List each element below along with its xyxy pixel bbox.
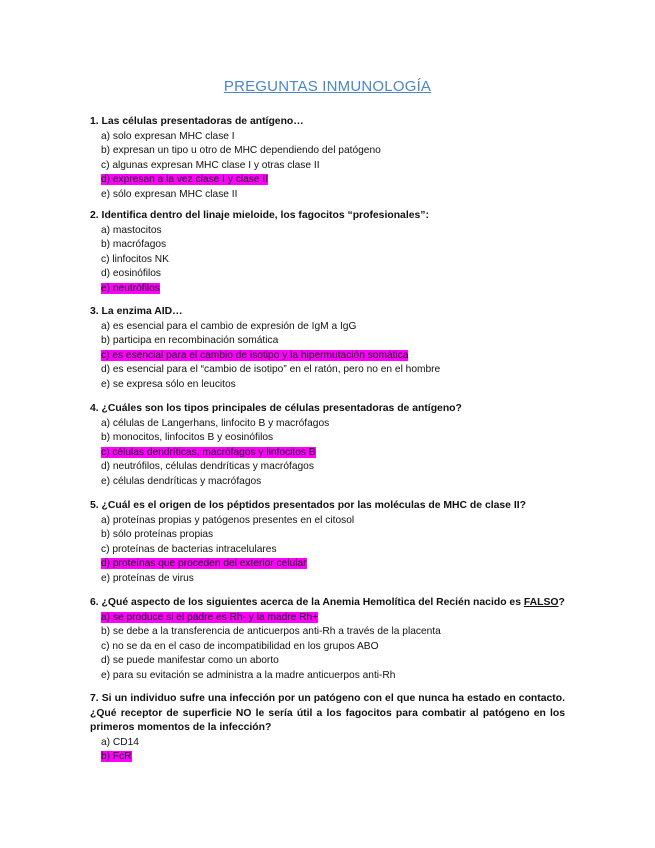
option-e: e) células dendríticas y macrófagos <box>101 475 262 487</box>
option-b: b) macrófagos <box>101 239 167 251</box>
option-list <box>101 320 565 393</box>
option-e: e) proteínas de virus <box>101 572 194 584</box>
option-d-highlighted: d) expresan a la vez clase I y clase II <box>101 174 269 186</box>
option-c-highlighted: c) es esencial para el cambio de isotipo y la hipermutación somática <box>101 349 409 361</box>
question-heading: 4. ¿Cuáles son los tipos principales de células presentadoras de antígeno? <box>90 403 462 414</box>
option-list <box>101 130 565 203</box>
option-list <box>101 611 565 684</box>
option-c: c) no se da en el caso de incompatibilidad en los grupos ABO <box>101 640 379 652</box>
question-heading: 7. Si un individuo sufre una infección por un patógeno con el que nunca ha estado en contacto. ¿Qué receptor de superficie NO le sería útil a los fagocitos para combatir al patógeno en los primeros momentos de la infección? <box>90 693 565 733</box>
question-7 <box>90 692 565 765</box>
question-heading: 5. ¿Cuál es el origen de los péptidos presentados por las moléculas de MHC de clase II? <box>90 500 526 511</box>
option-c-highlighted: c) células dendríticas, macrófagos y linfocitos B <box>101 446 316 458</box>
option-list <box>101 736 565 765</box>
option-e: e) se expresa sólo en leucitos <box>101 378 236 390</box>
option-a: a) células de Langerhans, linfocito B y macrófagos <box>101 417 330 429</box>
option-b: b) sólo proteínas propias <box>101 529 214 541</box>
option-list <box>101 417 565 490</box>
option-a: a) CD14 <box>101 736 139 748</box>
question-5 <box>90 499 565 586</box>
option-c: c) proteínas de bacterias intracelulares <box>101 543 277 555</box>
question-1 <box>90 115 565 202</box>
option-a: a) proteínas propias y patógenos presentes en el citosol <box>101 514 355 526</box>
option-a-highlighted: a) se produce si el padre es Rh- y la madre Rh+ <box>101 611 319 623</box>
emphasis-falso: FALSO <box>523 597 559 608</box>
question-heading: 1. Las células presentadoras de antígeno… <box>90 116 304 127</box>
question-6 <box>90 596 565 683</box>
question-heading: 2. Identifica dentro del linaje mieloide, los fagocitos “profesionales”: <box>90 210 429 221</box>
option-d: d) se puede manifestar como un aborto <box>101 655 279 667</box>
option-list <box>101 514 565 587</box>
document-title: PREGUNTAS INMUNOLOGÍA <box>223 78 432 95</box>
option-e: e) sólo expresan MHC clase II <box>101 188 238 200</box>
option-b-highlighted: b) FcR <box>101 751 132 763</box>
question-4 <box>90 402 565 489</box>
option-list <box>101 224 565 297</box>
option-d: d) neutrófilos, células dendríticas y macrófagos <box>101 461 314 473</box>
option-c: c) linfocitos NK <box>101 253 169 265</box>
option-d: d) eosinófilos <box>101 268 162 280</box>
option-b: b) expresan un tipo u otro de MHC dependiendo del patógeno <box>101 145 381 157</box>
option-e-highlighted: e) neutrófilos <box>101 282 160 294</box>
option-d-highlighted: d) proteínas que proceden del exterior celular <box>101 558 307 570</box>
question-heading: 3. La enzima AID… <box>90 306 183 317</box>
question-heading: 6. ¿Qué aspecto de los siguientes acerca de la Anemia Hemolítica del Recién nacido es FALSO? <box>90 597 565 608</box>
option-d: d) es esencial para el “cambio de isotipo” en el ratón, pero no en el hombre <box>101 364 441 376</box>
question-3 <box>90 305 565 392</box>
option-b: b) monocitos, linfocitos B y eosinófilos <box>101 432 274 444</box>
option-b: b) participa en recombinación somática <box>101 335 279 347</box>
option-b: b) se debe a la transferencia de anticuerpos anti-Rh a través de la placenta <box>101 626 441 638</box>
question-2 <box>90 209 565 296</box>
option-a: a) mastocitos <box>101 224 162 236</box>
option-c: c) algunas expresan MHC clase I y otras clase II <box>101 159 320 171</box>
option-e: e) para su evitación se administra a la madre anticuerpos anti-Rh <box>101 669 396 681</box>
option-a: a) es esencial para el cambio de expresión de IgM a IgG <box>101 320 357 332</box>
option-a: a) solo expresan MHC clase I <box>101 130 235 142</box>
